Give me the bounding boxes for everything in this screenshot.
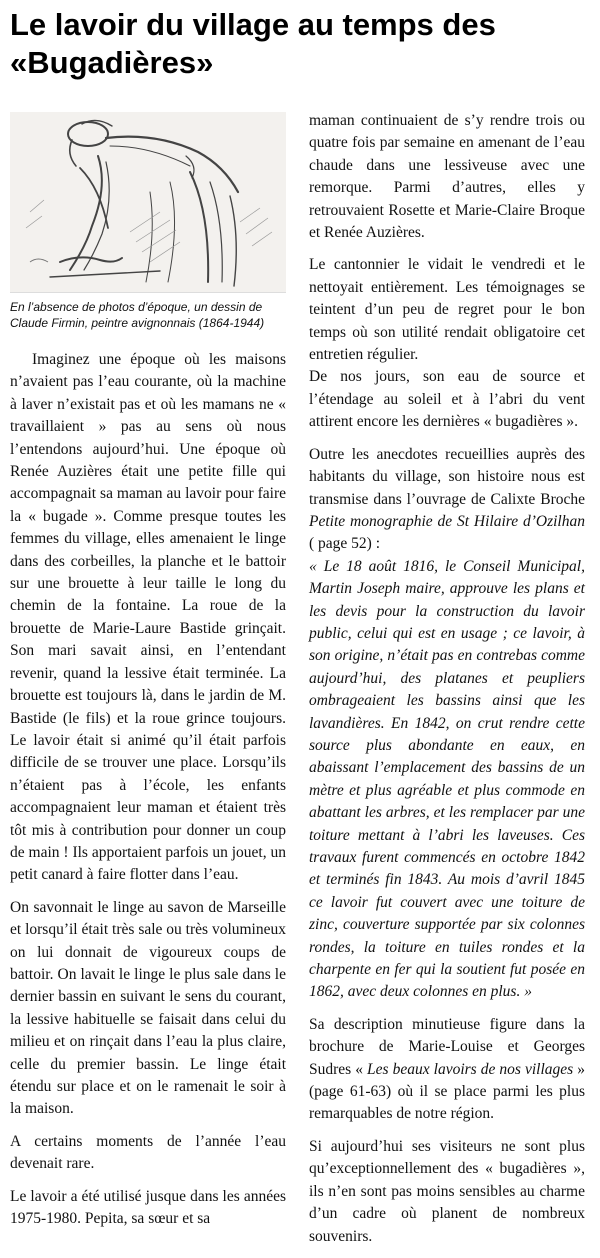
description-paragraph xyxy=(309,1014,585,1126)
history-paragraph xyxy=(309,444,585,556)
paragraph: Le lavoir a été utilisé jusque dans les années 1975-1980. Pepita, sa sœur et sa xyxy=(10,1187,286,1228)
paragraph: Imaginez une époque où les maisons n’avaient pas l’eau courante, où la machine à laver n’existait pas et où les mamans ne « travaillaient » pas au sens où nous l’entendons aujourd’hui. Une époque où Renée Auzières était une petite fille qui accompagnait sa maman au lavoir pour faire la « bugade ». Comme presque toutes les femmes du village, elles amenaient le linge dans des corbeilles, la planche et le battoir sur une brouette à leur taille le long du chemin de la fontaine. La roue de la brouette de Marie-Laure Bastide grinçait. Son mari savait ainsi, en l’entendant revenir, quand la lessive était terminée. La brouette est toujours là, dans le jardin de M. Bastide (le fils) et la roue grince toujours. Le lavoir était si animé qu’il était parfois difficile de se trouver une place. Lorsqu’ils n’étaient pas à l’école, les enfants accompagnaient leur maman et étaient très tôt mis à contribution pour donner un coup de main ! Ils apportaient parfois un jouet, un petit canard à faire flotter dans l’eau. xyxy=(10,351,286,884)
paragraph: De nos jours, son eau de source et l’étendage au soleil et à l’abri du vent attirent encore les dernières « bugadières ». xyxy=(309,368,585,431)
article-title: Le lavoir du village au temps des «Bugadières» xyxy=(10,7,496,80)
paragraph: On savonnait le linge au savon de Marseille et lorsqu’il était très sale ou très volumineux on lui donnait de vigoureux coups de battoir. On lavait le linge le plus sale dans le dernier bassin en suivant le sens du courant, la lessive habituelle se faisait dans celui du milieu et on rinçait dans l’eau la plus claire, celle du premier bassin. Le linge était étendu sur place et on le ramenait le soir à la maison. xyxy=(10,898,286,1118)
paragraph: maman continuaient de s’y rendre trois ou quatre fois par semaine en amenant de l’eau chaude dans une lessiveuse avec une remorque. Parmi d’autres, elles y retrouvaient Rosette et Marie-Claire Broque et Renée Auzières. xyxy=(309,112,585,242)
brochure-title: Les beaux lavoirs de nos villages xyxy=(367,1060,574,1078)
sketch-illustration xyxy=(10,112,286,292)
right-column xyxy=(309,110,585,1258)
description-end: » (page 61-63) où il se place parmi les plus remarquables de notre région. xyxy=(309,1060,585,1123)
paragraph: A certains moments de l’année l’eau devenait rare. xyxy=(10,1132,286,1173)
left-column xyxy=(10,112,286,1240)
page-reference: ( page 52) : xyxy=(309,535,381,553)
historical-quote: « Le 18 août 1816, le Conseil Municipal, Martin Joseph maire, approuve les plans et les devis pour la construction du lavoir public, celui qui est en usage ; ce lavoir, à son origine, n’était pas en contrebas comme aujourd’hui, des platanes et peupliers ombrageaient les bassins ainsi que les lavandières. En 1842, on crut rendre cette source plus abondante en eaux, en abaissant l’emplacement des bassins de un mètre et plus agréable et plus commode en abattant les arbres, et les remplacer par une toiture mettant à l’abri les laveuses. Ces travaux furent commencés en octobre 1842 et terminés fin 1843. Au mois d’avril 1845 ce lavoir fut couvert avec une toiture de zinc, couverture supportée par six colonnes rondes, la toiture en tuiles rondes et la charpente en fer qui la soutient fut posée en 1862, avec deux colonnes en plus. » xyxy=(309,557,585,1001)
closing-paragraph: Si aujourd’hui ses visiteurs ne sont plus qu’exceptionnellement des « bugadières », ils n’en sont pas moins sensibles au charme d’un cadre où planent de nombreux souvenirs. xyxy=(309,1137,585,1245)
washerwoman-drawing xyxy=(10,112,286,293)
history-intro: Outre les anecdotes recueillies auprès des habitants du village, son histoire nous est transmise dans l’ouvrage de Calixte Broche xyxy=(309,445,585,508)
paragraph: Le cantonnier le vidait le vendredi et le nettoyait entièrement. Les témoignages se teintent d’un peu de regret pour le bon temps où son utilité rendait obligatoire cet entretien régulier. xyxy=(309,256,585,364)
figure-caption: En l’absence de photos d’époque, un dessin de Claude Firmin, peintre avignonnais (1864-1944) xyxy=(10,300,265,330)
book-title: Petite monographie de St Hilaire d’Ozilhan xyxy=(309,512,585,530)
description-intro: Sa description minutieuse figure dans la brochure de Marie-Louise et Georges Sudres « xyxy=(309,1015,585,1078)
